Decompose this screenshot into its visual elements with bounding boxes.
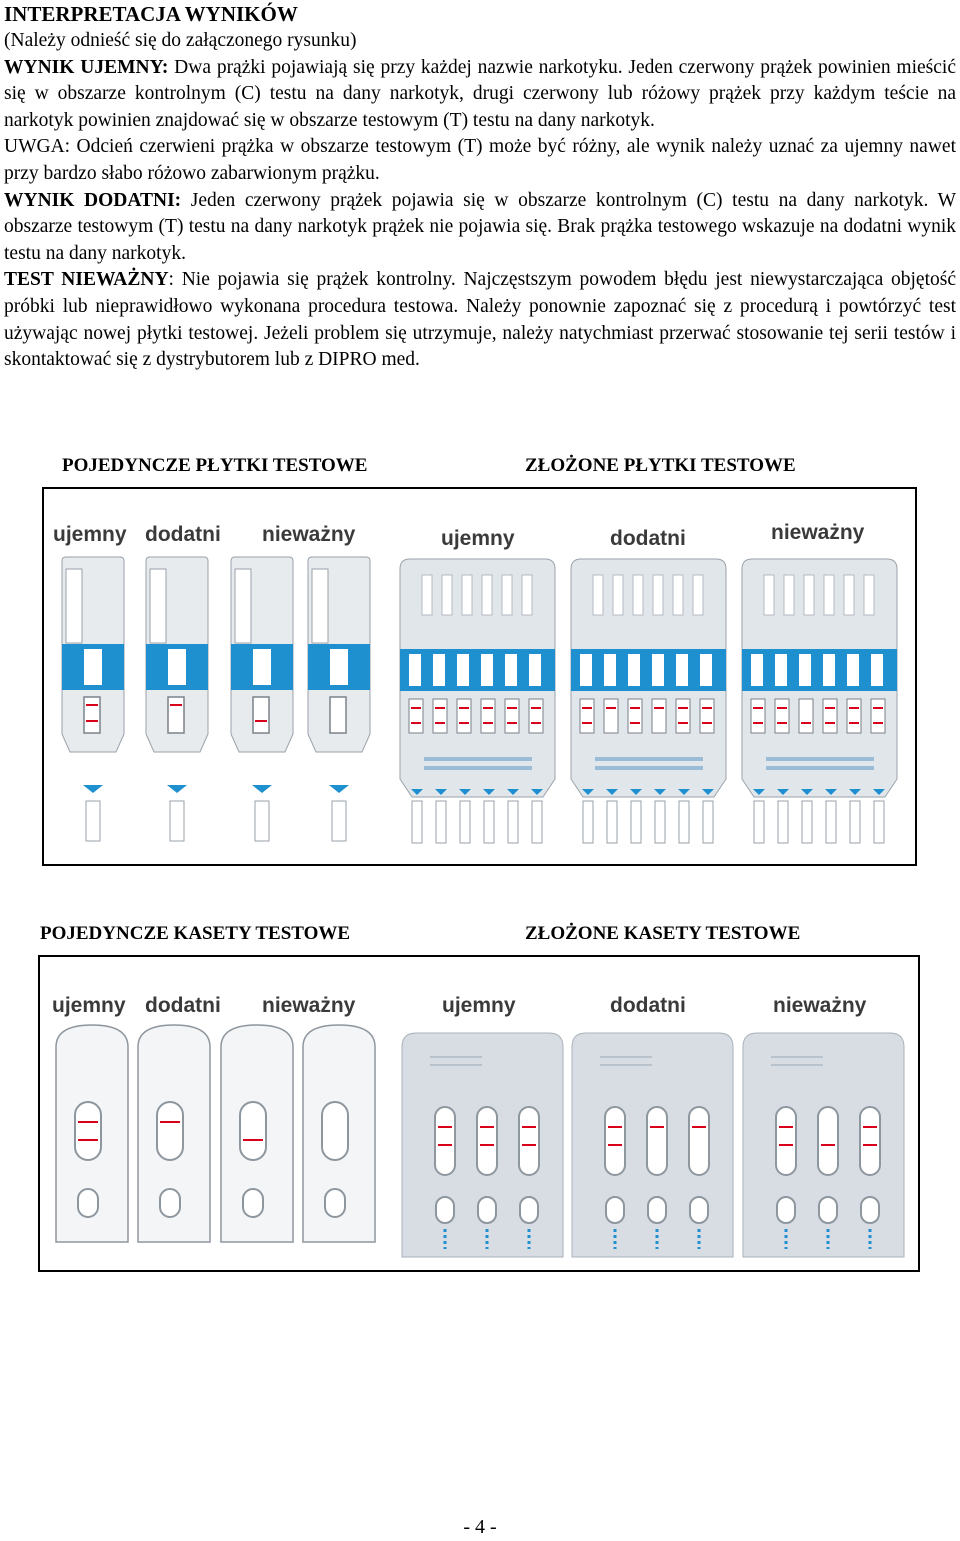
strips-illustration — [44, 489, 915, 864]
strip-window — [253, 649, 271, 685]
panel-label-slot — [804, 575, 814, 615]
panel-window — [529, 654, 541, 686]
strip-arrow — [329, 785, 349, 793]
cassettes-figure — [38, 955, 920, 1272]
panel-label-slot — [442, 575, 452, 615]
cassette-result-window — [157, 1102, 183, 1160]
combo-result-window — [647, 1107, 667, 1175]
panel-window — [823, 654, 835, 686]
panel-label-slot — [673, 575, 683, 615]
strip-arrow — [83, 785, 103, 793]
strip-label-invalid: nieważny — [262, 523, 356, 546]
cassette-result-window — [240, 1102, 266, 1160]
strip-dip-end — [255, 801, 269, 841]
strip-result-window — [253, 697, 269, 733]
panel-dip-end — [484, 801, 494, 843]
panel-dip-end — [532, 801, 542, 843]
panel-result-window — [676, 699, 690, 733]
combo-cassette-label-negative: ujemny — [442, 994, 516, 1017]
combo-strip-label-invalid: nieważny — [771, 521, 865, 544]
panel-result-window — [433, 699, 447, 733]
panel-result-window — [505, 699, 519, 733]
panel-dip-end — [631, 801, 641, 843]
panel-dip-end — [583, 801, 593, 843]
strip-result-window — [84, 697, 100, 733]
panel-result-window — [823, 699, 837, 733]
cassette-sample-well — [243, 1189, 263, 1217]
panel-dip-end — [802, 801, 812, 843]
combo-sample-well — [819, 1197, 837, 1223]
combo-strip-panel — [400, 559, 555, 843]
panel-warning-text — [766, 757, 874, 761]
negative-result-text: Dwa prążki pojawiają się przy każdej nazwie narkotyku. Jeden czerwony prążek powinien mieścić się w obszarze kontrolnym (C) testu na dany narkotyk, drugi czerwony lub różowy prążek przy każdym teście na narkotyk powinien znajdować się w obszarze testowym (T) testu na dany narkotyk. — [4, 56, 956, 131]
combo-strip-label-positive: dodatni — [610, 527, 686, 550]
combo-sample-well — [861, 1197, 879, 1223]
combo-result-window — [477, 1107, 497, 1175]
combo-result-window — [818, 1107, 838, 1175]
panel-window — [871, 654, 883, 686]
negative-result-paragraph — [4, 55, 956, 135]
strip-label-positive: dodatni — [145, 523, 221, 546]
combo-result-window — [435, 1107, 455, 1175]
panel-result-window — [481, 699, 495, 733]
strip-dip-end — [332, 801, 346, 841]
note-paragraph: UWGA: Odcień czerwieni prążka w obszarze testowym (T) może być różny, ale wynik należy uznać za ujemny nawet przy bardzo słabo różowo zabarwionym prążku. — [4, 136, 956, 184]
panel-label-slot — [693, 575, 703, 615]
panel-dip-end — [607, 801, 617, 843]
cassette-result-window — [322, 1102, 348, 1160]
positive-result-text: Jeden czerwony prążek pojawia się w obszarze kontrolnym (C) testu na dany narkotyk. W obszarze testowym (T) testu na dany narkotyk prążek nie pojawia się. Brak prążka testowego wskazuje na dodatni wynik testu na dany narkotyk. — [4, 189, 957, 264]
strip-window — [168, 649, 186, 685]
combo-result-window — [605, 1107, 625, 1175]
strip-label-area — [312, 569, 328, 643]
strip-window — [330, 649, 348, 685]
single-cassette — [56, 1025, 128, 1242]
cassette-sample-well — [160, 1189, 180, 1217]
panel-window — [457, 654, 469, 686]
panel-label-slot — [764, 575, 774, 615]
panel-result-window — [652, 699, 666, 733]
panel-dip-end — [826, 801, 836, 843]
panel-warning-text — [595, 757, 703, 761]
panel-label-slot — [784, 575, 794, 615]
panel-dip-end — [703, 801, 713, 843]
panel-result-window — [457, 699, 471, 733]
panel-result-window — [799, 699, 813, 733]
strip-dip-end — [86, 801, 100, 841]
panel-window — [775, 654, 787, 686]
strip-label-area — [66, 569, 82, 643]
cassette-label-negative: ujemny — [52, 994, 126, 1017]
combo-strip-panel — [571, 559, 726, 843]
panel-label-slot — [653, 575, 663, 615]
panel-window — [604, 654, 616, 686]
panel-window — [751, 654, 763, 686]
combo-cassette — [572, 1033, 733, 1257]
panel-result-window — [628, 699, 642, 733]
single-cassette — [138, 1025, 210, 1242]
panel-dip-end — [874, 801, 884, 843]
invalid-result-label: TEST NIEWAŻNY — [4, 269, 169, 291]
invalid-result-paragraph — [4, 267, 956, 373]
panel-label-slot — [844, 575, 854, 615]
panel-result-window — [775, 699, 789, 733]
strip-result-window — [168, 697, 184, 733]
single-strips-title: POJEDYNCZE PŁYTKI TESTOWE — [62, 455, 368, 476]
panel-label-slot — [522, 575, 532, 615]
panel-window — [676, 654, 688, 686]
negative-result-label: WYNIK UJEMNY: — [4, 56, 169, 78]
panel-label-slot — [613, 575, 623, 615]
panel-window — [652, 654, 664, 686]
combo-strip-panel — [742, 559, 897, 843]
single-strip — [62, 557, 124, 841]
invalid-result-text: : Nie pojawia się prążek kontrolny. Najczęstszym powodem błędu jest niewystarczająca objętość próbki lub nieprawidłowo wykonana procedura testowa. Należy ponownie zapoznać się z procedurą i powtórzyć test używając nowej płytki testowej. Jeżeli problem się utrzymuje, należy natychmiast przerwać stosowanie tej serii testów i skontaktować się z dystrybutorem lub z DIPRO med. — [4, 269, 956, 371]
panel-label-slot — [824, 575, 834, 615]
combo-strips-title: ZŁOŻONE PŁYTKI TESTOWE — [525, 455, 796, 476]
panel-dip-end — [460, 801, 470, 843]
panel-warning-text — [424, 766, 532, 770]
combo-sample-well — [690, 1197, 708, 1223]
combo-result-window — [519, 1107, 539, 1175]
panel-window — [481, 654, 493, 686]
strip-label-negative: ujemny — [53, 523, 127, 546]
combo-sample-well — [520, 1197, 538, 1223]
cassette-sample-well — [78, 1189, 98, 1217]
panel-result-window — [847, 699, 861, 733]
panel-dip-end — [850, 801, 860, 843]
strip-result-window — [330, 697, 346, 733]
single-strip — [308, 557, 370, 841]
panel-result-window — [580, 699, 594, 733]
panel-window — [628, 654, 640, 686]
positive-result-label: WYNIK DODATNI: — [4, 189, 182, 211]
strip-window — [84, 649, 102, 685]
section-title: INTERPRETACJA WYNIKÓW — [4, 2, 298, 26]
panel-result-window — [409, 699, 423, 733]
panel-result-window — [529, 699, 543, 733]
cassette-result-window — [75, 1102, 101, 1160]
panel-dip-end — [679, 801, 689, 843]
panel-window — [505, 654, 517, 686]
panel-dip-end — [655, 801, 665, 843]
combo-strip-label-negative: ujemny — [441, 527, 515, 550]
single-strip — [231, 557, 293, 841]
panel-dip-end — [412, 801, 422, 843]
positive-result-paragraph — [4, 188, 956, 268]
strip-arrow — [167, 785, 187, 793]
panel-label-slot — [593, 575, 603, 615]
panel-label-slot — [482, 575, 492, 615]
panel-result-window — [751, 699, 765, 733]
panel-dip-end — [508, 801, 518, 843]
combo-sample-well — [436, 1197, 454, 1223]
panel-dip-end — [778, 801, 788, 843]
panel-label-slot — [864, 575, 874, 615]
cassettes-illustration — [40, 957, 918, 1270]
strip-label-area — [150, 569, 166, 643]
combo-result-window — [689, 1107, 709, 1175]
strip-arrow — [252, 785, 272, 793]
combo-cassettes-title: ZŁOŻONE KASETY TESTOWE — [525, 923, 801, 944]
cassette-label-invalid: nieważny — [262, 994, 356, 1017]
combo-sample-well — [648, 1197, 666, 1223]
combo-result-window — [860, 1107, 880, 1175]
panel-result-window — [604, 699, 618, 733]
cassette-label-positive: dodatni — [145, 994, 221, 1017]
panel-label-slot — [422, 575, 432, 615]
panel-result-window — [871, 699, 885, 733]
strip-label-area — [235, 569, 251, 643]
panel-window — [433, 654, 445, 686]
combo-cassette-label-positive: dodatni — [610, 994, 686, 1017]
panel-window — [847, 654, 859, 686]
interpretation-text — [4, 0, 956, 374]
strip-dip-end — [170, 801, 184, 841]
panel-window — [799, 654, 811, 686]
panel-result-window — [700, 699, 714, 733]
combo-cassette-label-invalid: nieważny — [773, 994, 867, 1017]
panel-label-slot — [633, 575, 643, 615]
panel-window — [700, 654, 712, 686]
panel-dip-end — [436, 801, 446, 843]
panel-warning-text — [595, 766, 703, 770]
combo-cassette — [402, 1033, 563, 1257]
panel-warning-text — [424, 757, 532, 761]
panel-window — [409, 654, 421, 686]
single-cassette — [303, 1025, 375, 1242]
panel-window — [580, 654, 592, 686]
page-number: - 4 - — [463, 1516, 497, 1538]
single-cassettes-title: POJEDYNCZE KASETY TESTOWE — [40, 923, 351, 944]
combo-cassette — [743, 1033, 904, 1257]
panel-dip-end — [754, 801, 764, 843]
single-cassette — [221, 1025, 293, 1242]
combo-sample-well — [777, 1197, 795, 1223]
cassette-sample-well — [325, 1189, 345, 1217]
single-strip — [146, 557, 208, 841]
section-subtitle: (Należy odnieść się do załączonego rysunku) — [4, 30, 357, 51]
panel-label-slot — [462, 575, 472, 615]
strips-figure — [42, 487, 917, 866]
combo-sample-well — [606, 1197, 624, 1223]
panel-warning-text — [766, 766, 874, 770]
combo-sample-well — [478, 1197, 496, 1223]
panel-label-slot — [502, 575, 512, 615]
combo-result-window — [776, 1107, 796, 1175]
